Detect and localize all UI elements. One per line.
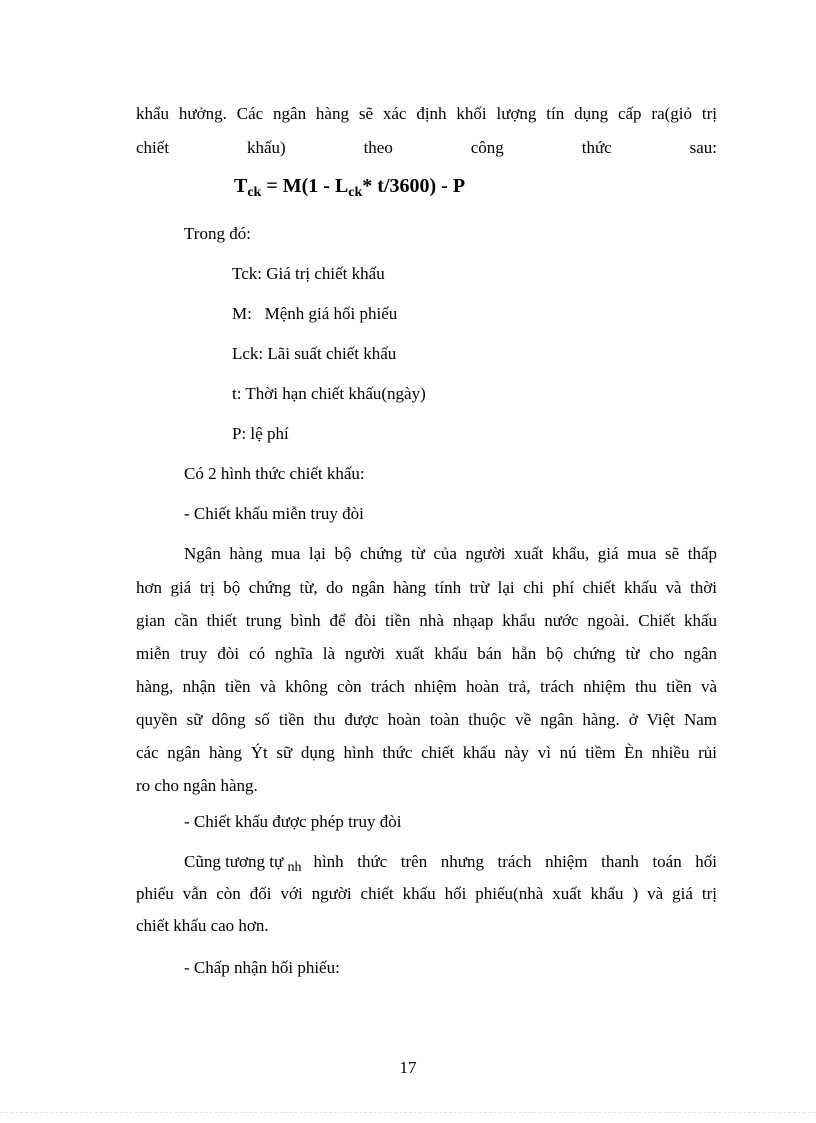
form1-line: ro cho ngân hàng. [136,776,258,795]
forms-heading: Có 2 hình thức chiết khấu: [184,464,365,483]
legend-item: Tck: Giá trị chiết khấu [232,264,385,283]
intro-word: chiết [136,138,170,157]
formula-mid-subscript: ck [348,185,363,200]
form2-title: - Chiết khấu được phép truy đòi [184,812,402,831]
formula-mid: = M(1 - L [261,175,349,197]
form1-line: các ngân hàng Ýt sữ dụng hình thức chiết khấu này vì nú tiềm Èn nhiều rủi [136,743,717,762]
form1-line: gian cần thiết trung bình để đòi tiền nhà nhạap khẩu nước ngoài. Chiết khấu [136,611,717,630]
form1-line: hơn giá trị bộ chứng từ, do ngân hàng tính trừ lại chi phí chiết khấu và thời [136,578,717,597]
intro-line-2 [136,138,717,158]
legend-item: M: Mệnh giá hối phiếu [232,304,398,323]
form2-line-1-end: hình thức trên nhưng trách nhiệm thanh toán hối [313,852,717,871]
legend-heading: Trong đó: [184,224,251,243]
form1-line: hàng, nhận tiền và không còn trách nhiệm hoàn trả, trách nhiệm thu tiền và [136,677,717,696]
formula-lhs-subscript: ck [247,185,262,200]
form2-line: phiếu vẫn còn đối với người chiết khấu hối phiếu(nhà xuất khẩu ) và giá trị [136,884,717,903]
form1-line: Ngân hàng mua lại bộ chứng từ của người xuất khẩu, giá mua sẽ thấp [184,544,717,563]
legend-item: t: Thời hạn chiết khấu(ngày) [232,384,426,403]
form2-line-1-fragment: nh [287,860,302,875]
formula-rhs: * t/3600) - P [362,175,466,197]
form2-line-1-start: Cũng tương tự [184,852,288,871]
formula-lhs: T [234,175,248,197]
form1-line: quyền sữ dông số tiền thu được hoàn toàn thuộc về ngân hàng. ở Việt Nam [136,710,717,729]
legend-item: P: lệ phí [232,424,289,443]
intro-word: theo [363,138,393,157]
intro-line-1: khẩu hưởng. Các ngân hàng sẽ xác định khối lượng tín dụng cấp ra(giỏ trị [136,104,717,123]
form1-line: miễn truy đòi có nghĩa là người xuất khẩu bán hẵn bộ chứng từ cho ngân [136,644,717,663]
form1-title: - Chiết khấu miễn truy đòi [184,504,364,523]
form2-line: chiết khấu cao hơn. [136,916,269,935]
footer-divider [0,1112,816,1113]
intro-word: khấu) [246,138,286,157]
form2-line-1 [184,852,717,874]
acceptance-title: - Chấp nhận hối phiếu: [184,958,340,977]
discount-formula [234,175,465,201]
intro-word: công [470,138,504,157]
legend-item: Lck: Lãi suất chiết khấu [232,344,397,363]
intro-word: sau: [689,138,717,157]
page-number: 17 [399,1058,417,1077]
intro-word: thức [581,138,612,157]
